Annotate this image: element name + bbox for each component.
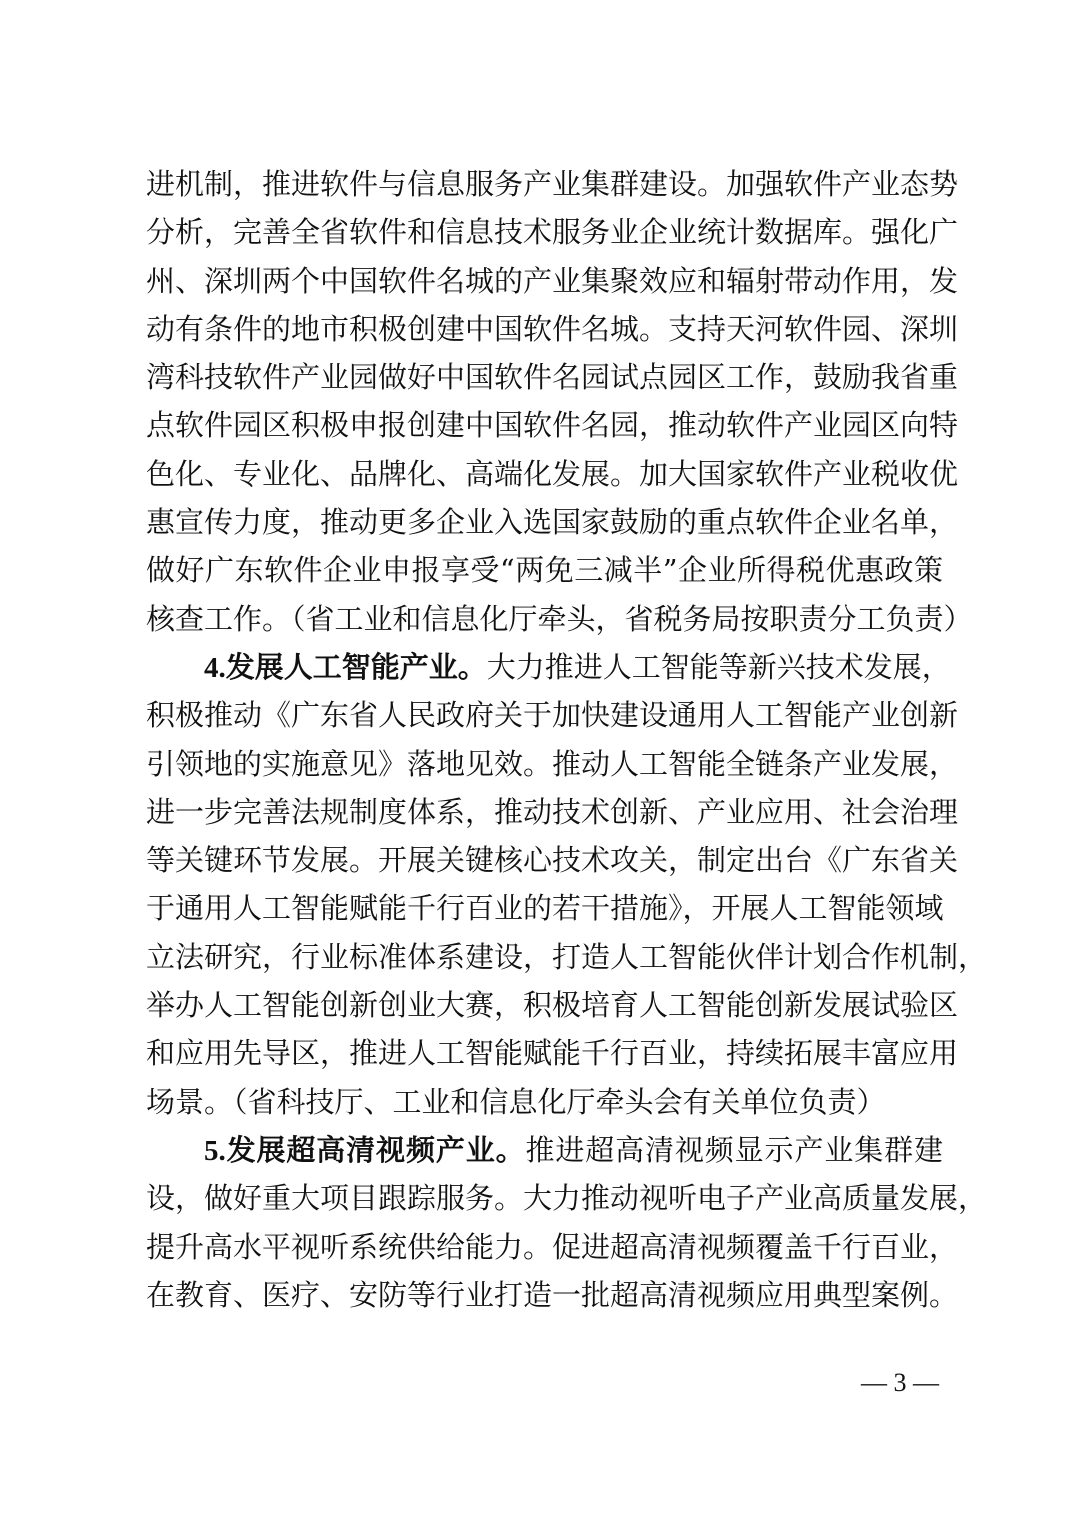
text-line: 点软件园区积极申报创建中国软件名园，推动软件产业园区向特 [146, 408, 959, 443]
text-line: 和应用先导区，推进人工智能赋能千行百业，持续拓展丰富应用 [146, 1036, 959, 1071]
text-line: 提升高水平视听系统供给能力。促进超高清视频覆盖千行百业， [146, 1229, 959, 1264]
text-line: 场景。（省科技厅、工业和信息化厅牵头会有关单位负责） [146, 1084, 886, 1119]
document-body [146, 160, 988, 1319]
paragraph-ai-industry [146, 643, 988, 1126]
text-line: 色化、专业化、品牌化、高端化发展。加大国家软件产业税收优 [146, 456, 959, 491]
text-line: 于通用人工智能赋能千行百业的若干措施》，开展人工智能领域 [146, 891, 944, 926]
text-line: 举办人工智能创新创业大赛，积极培育人工智能创新发展试验区 [146, 988, 959, 1023]
text-line: 在教育、医疗、安防等行业打造一批超高清视频应用典型案例。 [146, 1277, 959, 1312]
text-line: 州、深圳两个中国软件名城的产业集聚效应和辐射带动作用，发 [146, 263, 959, 298]
text-line: 设，做好重大项目跟踪服务。大力推动视听电子产业高质量发展， [146, 1181, 988, 1216]
text-line: 立法研究，行业标准体系建设，打造人工智能伙伴计划合作机制， [146, 939, 988, 974]
text-line-with-heading [146, 1126, 943, 1174]
text-line: 等关键环节发展。开展关键核心技术攻关，制定出台《广东省关 [146, 843, 959, 878]
text-line: 积极推动《广东省人民政府关于加快建设通用人工智能产业创新 [146, 698, 959, 733]
text-line: 湾科技软件产业园做好中国软件名园试点园区工作，鼓励我省重 [146, 360, 959, 395]
text-line-with-heading [146, 643, 951, 691]
paragraph-software-industry [146, 160, 973, 643]
text-line: 核查工作。（省工业和信息化厅牵头，省税务局按职责分工负责） [146, 601, 973, 636]
page-number: — 3 — [861, 1368, 939, 1397]
text-line: 分析，完善全省软件和信息技术服务业企业统计数据库。强化广 [146, 215, 959, 250]
text-run: 推进超高清视频显示产业集群建 [525, 1132, 943, 1167]
section-heading-uhd-video: 5.发展超高清视频产业。 [204, 1134, 526, 1167]
text-line: 动有条件的地市积极创建中国软件名城。支持天河软件园、深圳 [146, 311, 959, 346]
paragraph-uhd-video-industry [146, 1126, 988, 1319]
text-line: 进机制，推进软件与信息服务产业集群建设。加强软件产业态势 [146, 167, 959, 201]
text-line: 做好广东软件企业申报享受“两免三减半”企业所得税优惠政策 [146, 553, 943, 588]
text-line: 进一步完善法规制度体系，推动技术创新、产业应用、社会治理 [146, 794, 959, 829]
section-heading-ai: 4.发展人工智能产业。 [204, 651, 487, 684]
text-line: 引领地的实施意见》落地见效。推动人工智能全链条产业发展， [146, 746, 959, 781]
text-run: 大力推进人工智能等新兴技术发展， [486, 649, 951, 684]
text-line: 惠宣传力度，推动更多企业入选国家鼓励的重点软件企业名单， [146, 505, 959, 540]
